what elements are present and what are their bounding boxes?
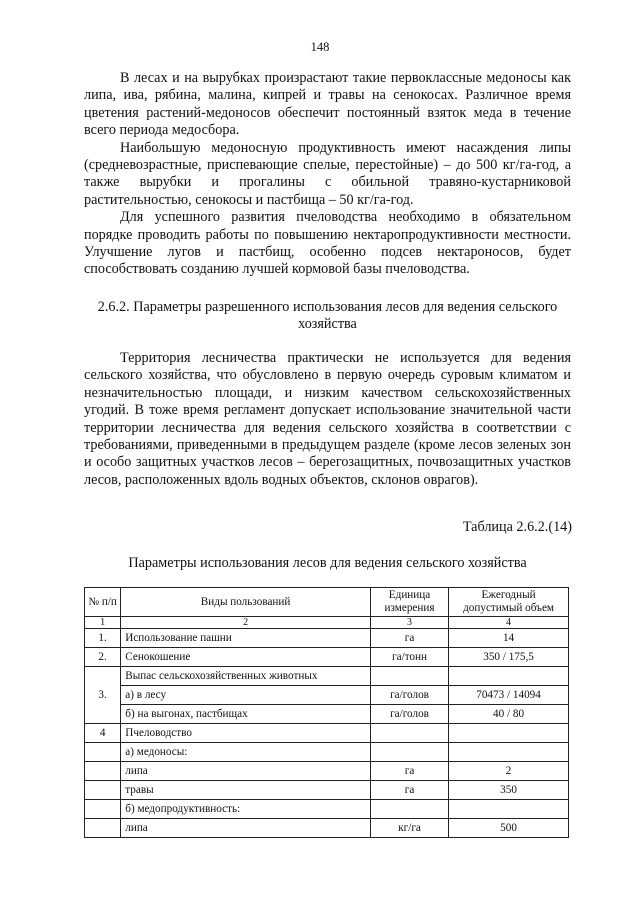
cell-unit: кг/га bbox=[370, 819, 448, 838]
cell-no bbox=[85, 819, 121, 838]
header-unit: Единица измерения bbox=[370, 588, 448, 617]
cell-kind: а) медоносы: bbox=[121, 743, 371, 762]
cell-unit: га/тонн bbox=[370, 648, 448, 667]
table-row bbox=[85, 686, 569, 705]
cell-no bbox=[85, 781, 121, 800]
cell-no: 3. bbox=[85, 667, 121, 724]
cell-volume bbox=[449, 743, 569, 762]
paragraph: В лесах и на вырубках произрастают такие первоклассные медоносы как липа, ива, рябина, малина, кипрей и травы на сенокосах. Различное время цветения растений-медоносов обеспечит постоянный взяток меда в течение всего периода медосбора. bbox=[84, 70, 571, 139]
cell-volume: 2 bbox=[449, 762, 569, 781]
table-label: Таблица 2.6.2.(14) bbox=[462, 519, 572, 535]
cell-no bbox=[85, 800, 121, 819]
cell-kind: б) на выгонах, пастбищах bbox=[121, 705, 371, 724]
cell-volume: 500 bbox=[449, 819, 569, 838]
parameters-table bbox=[84, 587, 569, 838]
column-number: 4 bbox=[449, 617, 569, 629]
cell-volume bbox=[449, 724, 569, 743]
table-row bbox=[85, 743, 569, 762]
cell-kind: а) в лесу bbox=[121, 686, 371, 705]
header-no: № п/п bbox=[85, 588, 121, 617]
cell-volume bbox=[449, 667, 569, 686]
cell-unit: га/голов bbox=[370, 686, 448, 705]
cell-no bbox=[85, 743, 121, 762]
table-title: Параметры использования лесов для ведения сельского хозяйства bbox=[128, 555, 527, 571]
table-row bbox=[85, 724, 569, 743]
cell-unit bbox=[370, 743, 448, 762]
cell-unit bbox=[370, 800, 448, 819]
cell-kind: б) медопродуктивность: bbox=[121, 800, 371, 819]
cell-kind: травы bbox=[121, 781, 371, 800]
page-number: 148 bbox=[310, 40, 330, 54]
body-text-top bbox=[84, 70, 571, 279]
cell-volume: 350 / 175,5 bbox=[449, 648, 569, 667]
cell-unit: га bbox=[370, 629, 448, 648]
column-number: 3 bbox=[370, 617, 448, 629]
cell-no: 1. bbox=[85, 629, 121, 648]
table-row bbox=[85, 781, 569, 800]
paragraph: Территория лесничества практически не используется для ведения сельского хозяйства, что обусловлено в первую очередь суровым климатом и незначительностью площади, и низким качеством сельскохозяйственных угодий. В тоже время регламент допускает использование значительной части территории лесничества для ведения сельского хозяйства в соответствии с требованиями, приведенными в предыдущем разделе (кроме лесов зеленых зон и особо защитных участков лесов – берегозащитных, почвозащитных участков лесов, расположенных вдоль водных объектов, склонов оврагов). bbox=[84, 350, 571, 488]
table-row bbox=[85, 705, 569, 724]
table-row bbox=[85, 648, 569, 667]
cell-volume: 14 bbox=[449, 629, 569, 648]
cell-volume: 70473 / 14094 bbox=[449, 686, 569, 705]
cell-unit: га/голов bbox=[370, 705, 448, 724]
cell-volume: 350 bbox=[449, 781, 569, 800]
section-heading: 2.6.2. Параметры разрешенного использования лесов для ведения сельского хозяйства bbox=[97, 299, 558, 333]
cell-no: 2. bbox=[85, 648, 121, 667]
table-row bbox=[85, 800, 569, 819]
cell-unit bbox=[370, 724, 448, 743]
cell-kind: Пчеловодство bbox=[121, 724, 371, 743]
table-row bbox=[85, 629, 569, 648]
cell-volume bbox=[449, 800, 569, 819]
table-row bbox=[85, 667, 569, 686]
cell-kind: липа bbox=[121, 819, 371, 838]
header-kind: Виды пользований bbox=[121, 588, 371, 617]
table-row bbox=[85, 762, 569, 781]
cell-no: 4 bbox=[85, 724, 121, 743]
body-text-section bbox=[84, 350, 571, 489]
cell-kind: липа bbox=[121, 762, 371, 781]
cell-no bbox=[85, 762, 121, 781]
cell-volume: 40 / 80 bbox=[449, 705, 569, 724]
cell-unit: га bbox=[370, 762, 448, 781]
cell-kind: Выпас сельскохозяйственных животных bbox=[121, 667, 371, 686]
header-volume: Ежегодный допустимый объем bbox=[449, 588, 569, 617]
column-number-row bbox=[85, 617, 569, 629]
table-header-row bbox=[85, 588, 569, 617]
cell-unit: га bbox=[370, 781, 448, 800]
column-number: 1 bbox=[85, 617, 121, 629]
paragraph: Для успешного развития пчеловодства необходимо в обязательном порядке проводить работы по повышению нектаропродуктивности местности. Улучшение лугов и пастбищ, особенно подсев нектароносов, будет способствовать созданию лучшей кормовой базы пчеловодства. bbox=[84, 209, 571, 278]
cell-unit bbox=[370, 667, 448, 686]
cell-kind: Использование пашни bbox=[121, 629, 371, 648]
table-row bbox=[85, 819, 569, 838]
column-number: 2 bbox=[121, 617, 371, 629]
paragraph: Наибольшую медоносную продуктивность имеют насаждения липы (средневозрастные, приспевающие спелые, перестойные) – до 500 кг/га-год, а также вырубки и прогалины с обильной травяно-кустарниковой растительностью, сенокосы и пастбища – 50 кг/га-год. bbox=[84, 139, 571, 208]
cell-kind: Сенокошение bbox=[121, 648, 371, 667]
